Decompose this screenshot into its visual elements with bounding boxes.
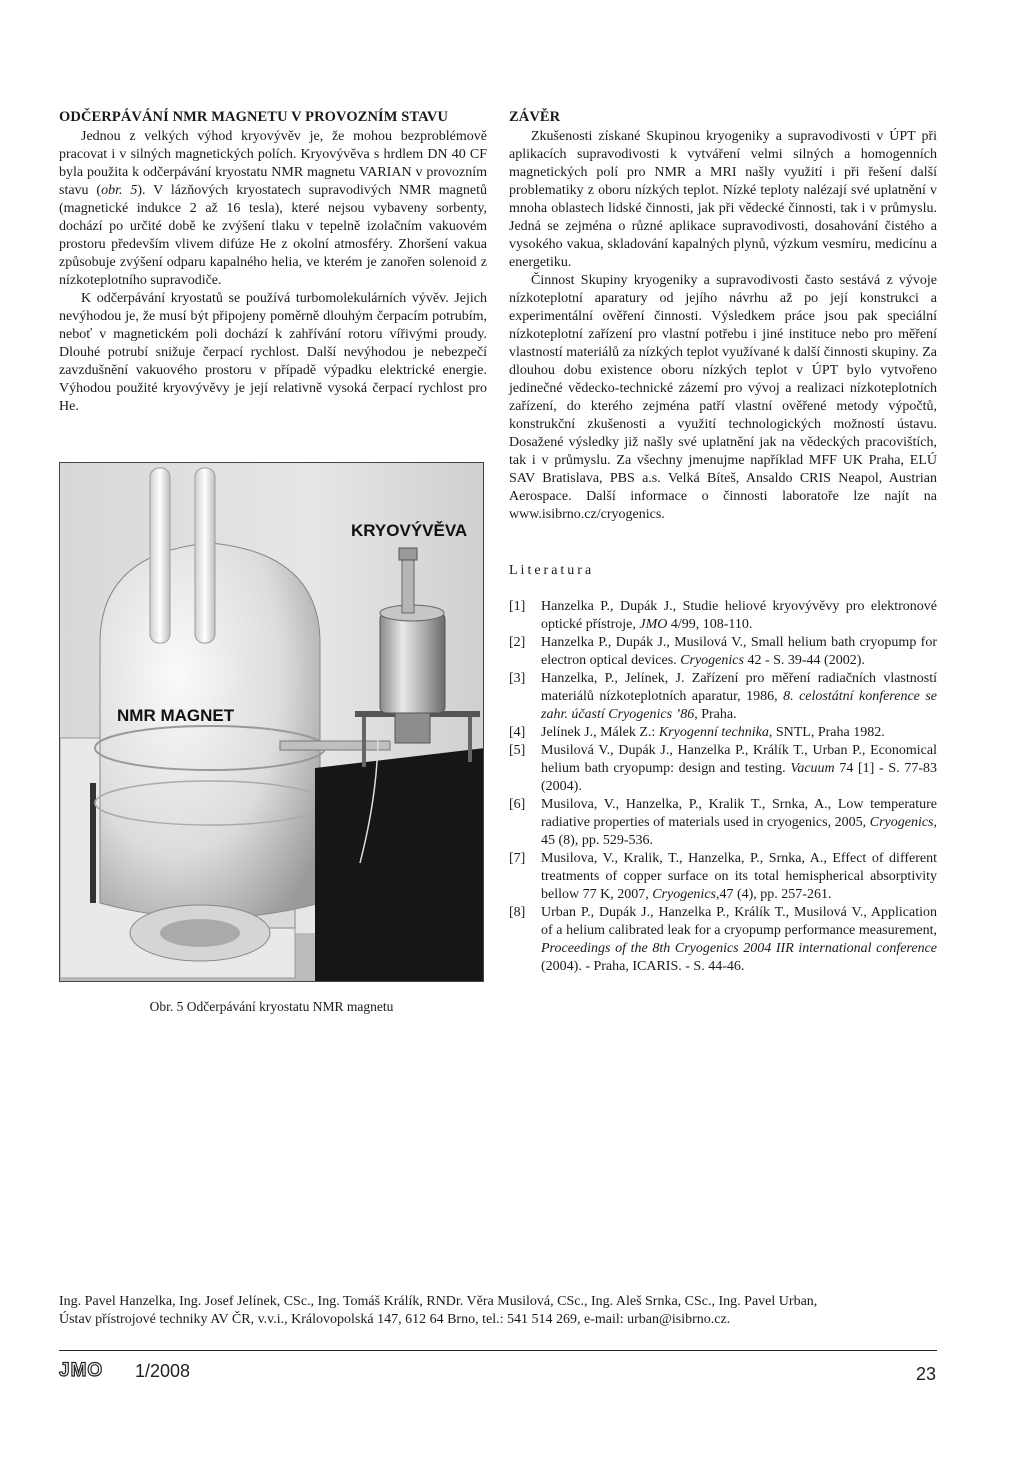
paragraph: Činnost Skupiny kryogeniky a supravodivosti často sestává z vývoje nízkoteplotní aparatury od jejího návrhu až po její konstrukci a experimentální ověření činnosti. Výsledkem práce jsou pak speciální nízkoteplotní zařízení pro vlastní potřebu i jiné instituce nebo pro měření vlastností materiálů za nízkých teplot využívané k další činnosti skupiny. Za dlouhou dobu existence oboru nízkých teplot v ÚPT bylo vytvořeno jedinečné vědecko-technické zázemí pro vývoj a realizaci nízkoteplotních zařízení, do kterého zejména patří vlastní ověřené metody výpočtů, konstrukční zkušenosti a využití technologických možností ústavu. Dosažené výsledky již našly své uplatnění jak na vědeckých pracovištích, tak i v průmyslu. Za všechny jmenujme například MFF UK Praha, ELÚ SAV Bratislava, PBS a.s. Velká Bíteš, Ansaldo CRIS Neapol, Austrian Aerospace. Další informace o činnosti laboratoře lze najít na www.isibrno.cz/cryogenics.: [509, 273, 937, 522]
reference-item: [6] Musilova, V., Hanzelka, P., Kralik T., Srnka, A., Low temperature radiative properties of materials used in cryogenics, 2005, Cryogenics, 45 (8), pp. 529-536.: [509, 797, 937, 848]
reference-item: [5] Musilová V., Dupák J., Hanzelka P., Králík T., Urban P., Economical helium bath cryopump: design and testing. Vacuum 74 [1] - S. 77-83 (2004).: [509, 743, 937, 794]
reference-list: [509, 598, 937, 976]
issue-number: 1/2008: [135, 1361, 191, 1381]
paragraph: K odčerpávání kryostatů se používá turbomolekulárních vývěv. Jejich nevýhodou je, že musí být připojeny poměrně dlouhým čerpacím potrubím, neboť v magnetickém poli dochází k zahřívání rotoru vířivými proudy. Dlouhé potrubí snižuje čerpací rychlost. Další nevýhodou je nebezpečí zavzdušnění vakuového prostoru v případě výpadku elektrické energie. Výhodou použité kryovývěvy je její relativně vysoká čerpací rychlost pro He.: [59, 291, 487, 414]
author-address: Ústav přístrojové techniky AV ČR, v.v.i., Královopolská 147, 612 64 Brno, tel.: 541 514 269, e-mail: urban@isibrno.cz.: [59, 1312, 731, 1327]
reference-item: [7] Musilova, V., Kralik, T., Hanzelka, P., Srnka, A., Effect of different treatments of copper surface on its total hemispherical absorptivity bellow 77 K, 2007, Cryogenics,47 (4), pp. 257-261.: [509, 851, 937, 902]
left-column: [59, 108, 487, 416]
journal-logo: JMO: [59, 1360, 104, 1381]
reference-item: [1] Hanzelka P., Dupák J., Studie heliové kryovývěvy pro elektronové optické přístroje, JMO 4/99, 108-110.: [509, 599, 937, 632]
page-number: 23: [915, 1364, 936, 1384]
paragraph: Jednou z velkých výhod kryovývěv je, že mohou bezproblémově pracovat i v silných magnetických polích. Kryovývěva s hrdlem DN 40 CF byla použita k odčerpávání kryostatu NMR magnetu VARIAN v provozním stavu (obr. 5). V lázňových kryostatech supravodivých NMR magnetů (magnetické indukce 2 až 16 tesla), které nejsou vybaveny sorbenty, dochází po určité době ke zvýšení tlaku v tepelně izolačním vakuovém prostoru především vlivem difúze He z okolní atmosféry. Zhoršení vakua způsobuje zvýšení odparu kapalného helia, ve kterém je zanořen solenoid z nízkoteplotního supravodiče.: [59, 129, 487, 288]
paragraph: Zkušenosti získané Skupinou kryogeniky a supravodivosti v ÚPT při aplikacích supravodivosti k vytváření velmi silných a homogenních magnetických polí pro NMR a MRI našly využití i při řešení další problematiky z oboru nízkých teplot. Nízké teploty nalézají své uplatnění v mnoha oblastech lidské činnosti, jak při vědecké činnosti, tak i v průmyslu. Jedná se zejména o různé aplikace supravodivosti, dosahování čistého a vysokého vakua, skladování kapalných plynů, výzkum vesmíru, medicínu a energetiku.: [509, 129, 937, 270]
author-names: Ing. Pavel Hanzelka, Ing. Josef Jelínek, CSc., Ing. Tomáš Králík, RNDr. Věra Musilová, CSc., Ing. Aleš Srnka, CSc., Ing. Pavel Urban,: [59, 1294, 818, 1309]
literature-heading: Literatura: [509, 563, 595, 578]
figure-photo: [59, 462, 484, 982]
right-column: [509, 108, 937, 524]
reference-item: [3] Hanzelka, P., Jelínek, J. Zařízení pro měření radiačních vlastností materiálů nízkoteplotních aparatur, 1986, 8. celostátní konference se zahr. účastí Cryogenics ’86, Praha.: [509, 671, 938, 722]
section-heading-nmr: ODČERPÁVÁNÍ NMR MAGNETU V PROVOZNÍM STAVU: [59, 109, 449, 125]
reference-item: [2] Hanzelka P., Dupák J., Musilová V., Small helium bath cryopump for electron optical devices. Cryogenics 42 - S. 39-44 (2002).: [509, 635, 937, 668]
reference-item: [4] Jelínek J., Málek Z.: Kryogenní technika, SNTL, Praha 1982.: [509, 725, 885, 740]
figure-caption: Obr. 5 Odčerpávání kryostatu NMR magnetu: [149, 999, 394, 1014]
author-affiliations: [59, 1293, 939, 1329]
reference-item: [8] Urban P., Dupák J., Hanzelka P., Králík T., Musilová V., Application of a helium calibrated leak for a cryopump performance measurement, Proceedings of the 8th Cryogenics 2004 IIR international conference (2004). - Praha, ICARIS. - S. 44-46.: [509, 905, 937, 974]
label-kryovyveva: KRYOVÝVĚVA: [351, 521, 468, 540]
footer-divider: [59, 1350, 937, 1351]
label-nmr-magnet: NMR MAGNET: [117, 706, 235, 725]
section-heading-zaver: ZÁVĚR: [509, 109, 561, 125]
